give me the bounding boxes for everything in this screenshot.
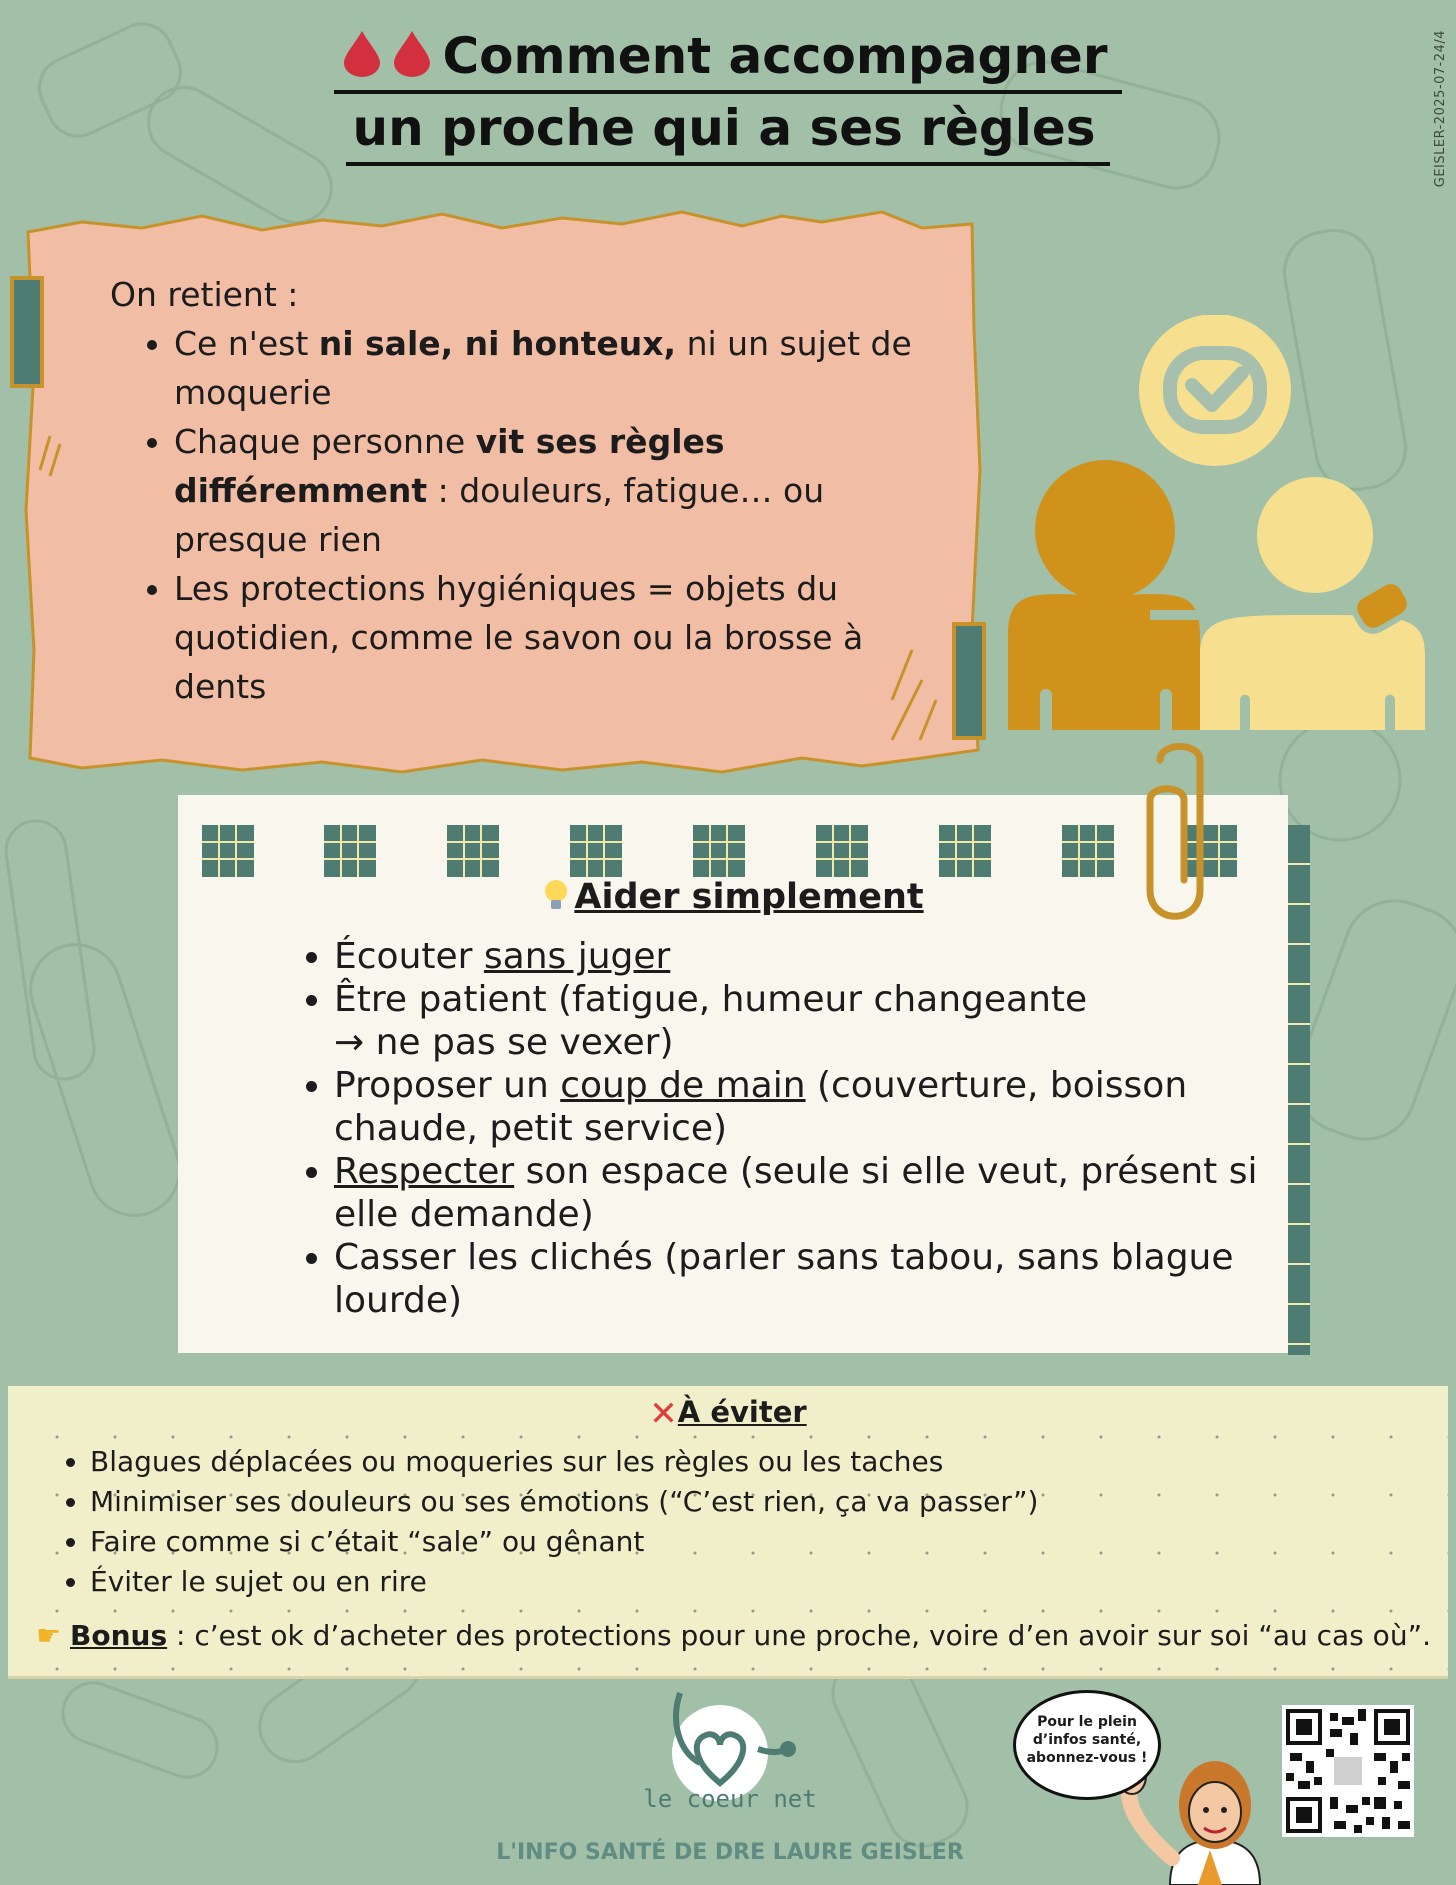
binder-ring — [693, 825, 745, 877]
retenir-card — [22, 210, 982, 780]
aider-list — [290, 935, 1264, 1322]
bonus-label: Bonus — [70, 1619, 168, 1652]
bonus-line — [36, 1616, 1431, 1656]
text: son espace (seule si elle veut, présent si elle demande) — [334, 1151, 1258, 1235]
title-text-1: Comment accompagner — [442, 27, 1108, 85]
people-icon — [1000, 315, 1430, 735]
text: : douleurs, fatigue… ou presque rien — [174, 471, 825, 559]
tape-left — [10, 276, 44, 388]
eviter-list — [48, 1442, 1038, 1602]
list-item: • Minimiser ses douleurs ou ses émotions (“C’est rien, ça va passer”) — [90, 1482, 1038, 1522]
pointing-hand-icon: ☛ — [36, 1619, 62, 1652]
title-line-1 — [334, 22, 1121, 94]
bold-text: ni sale, ni honteux, — [318, 324, 677, 363]
retenir-list — [110, 319, 930, 711]
aider-card — [178, 795, 1288, 1353]
list-item — [334, 978, 1264, 1064]
retenir-content — [110, 270, 930, 711]
retenir-intro: On retient : — [110, 275, 299, 314]
list-item — [174, 417, 930, 564]
text: (couverture, boisson chaude, petit service) — [334, 1065, 1188, 1149]
speech-bubble — [1013, 1690, 1161, 1800]
blood-drop-icon — [340, 27, 436, 77]
list-item: • Blagues déplacées ou moqueries sur les règles ou les taches — [90, 1442, 1038, 1482]
eviter-heading — [8, 1394, 1448, 1434]
aider-heading — [178, 877, 1288, 917]
eviter-band — [8, 1386, 1448, 1676]
paperclip-icon — [1140, 740, 1220, 930]
bold-text: vit ses règles différemment — [174, 422, 725, 510]
text: ni un sujet de moquerie — [174, 324, 912, 412]
qr-code[interactable] — [1282, 1705, 1414, 1837]
text: Ce n'est — [174, 324, 319, 363]
lightbulb-icon — [542, 878, 570, 912]
list-item — [174, 319, 930, 417]
binder-ring — [324, 825, 376, 877]
page-title — [0, 22, 1456, 166]
binder-ring — [447, 825, 499, 877]
page-reference: GEISLER-2025-07-24/4 — [1433, 30, 1448, 188]
list-item — [334, 1064, 1264, 1150]
list-item: • Casser les clichés (parler sans tabou, sans blague lourde) — [334, 1236, 1264, 1322]
tagline: L'INFO SANTÉ DE DRE LAURE GEISLER — [496, 1840, 964, 1865]
underlined-text: sans juger — [483, 936, 671, 977]
notepad-side-strip — [1288, 825, 1310, 1355]
text: Chaque personne — [174, 422, 476, 461]
list-item: • Éviter le sujet ou en rire — [90, 1562, 1038, 1602]
bubble-text: d’infos santé, — [1032, 1732, 1142, 1748]
bubble-text: abonnez-vous ! — [1026, 1750, 1148, 1766]
text: Être patient (fatigue, humeur changeante — [334, 979, 1088, 1020]
brand-name: le coeur net — [643, 1785, 817, 1813]
heading-text: Aider simplement — [574, 877, 924, 917]
list-item — [334, 935, 1264, 978]
cross-mark-icon: ✕ — [649, 1394, 678, 1434]
list-item: • Les protections hygiéniques = objets du quotidien, comme le savon ou la brosse à dents — [174, 564, 930, 711]
heading-text: À éviter — [677, 1395, 807, 1429]
bubble-text: Pour le plein — [1037, 1714, 1137, 1730]
binder-ring — [939, 825, 991, 877]
underlined-text: Respecter — [334, 1151, 515, 1192]
binder-ring — [570, 825, 622, 877]
check-badge-icon — [1139, 315, 1291, 466]
text: → ne pas se vexer) — [334, 1022, 674, 1063]
list-item — [334, 1150, 1264, 1236]
text: Écouter — [334, 936, 484, 977]
binder-ring — [1062, 825, 1114, 877]
binder-ring — [816, 825, 868, 877]
list-item: • Faire comme si c’était “sale” ou gênant — [90, 1522, 1038, 1562]
text: Proposer un — [334, 1065, 561, 1106]
underlined-text: coup de main — [560, 1065, 806, 1106]
tape-right — [952, 622, 986, 740]
title-line-2: un proche qui a ses règles — [346, 94, 1109, 166]
bonus-text: : c’est ok d’acheter des protections pour une proche, voire d’en avoir sur soi “au cas où”. — [167, 1619, 1431, 1652]
binder-rings — [202, 825, 1222, 885]
binder-ring — [202, 825, 254, 877]
